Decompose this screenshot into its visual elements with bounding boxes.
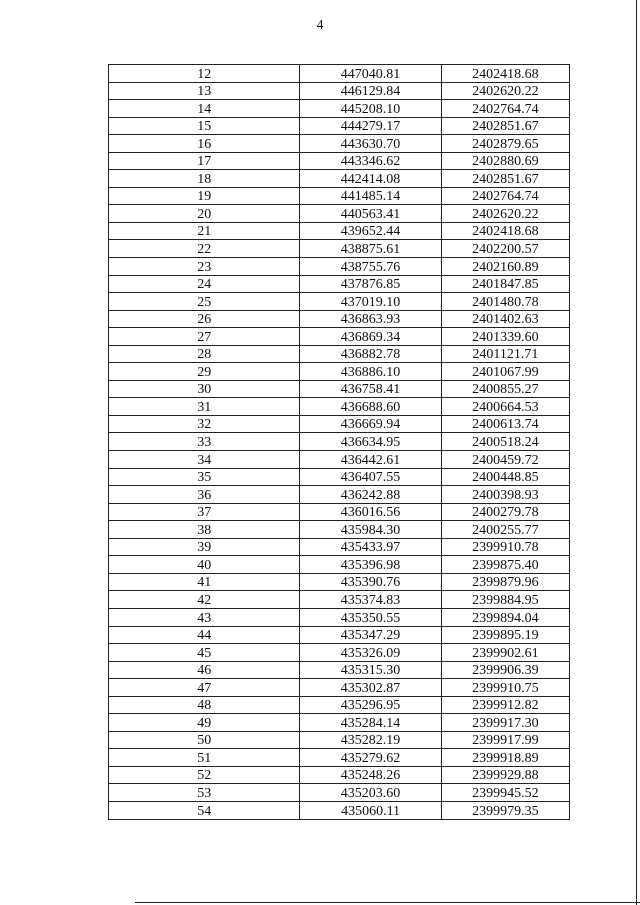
x-coordinate-cell: 436869.34 xyxy=(300,328,441,346)
y-coordinate-cell: 2402879.65 xyxy=(441,135,569,153)
point-number-cell: 39 xyxy=(109,538,300,556)
point-number-cell: 13 xyxy=(109,82,300,100)
point-number-cell: 30 xyxy=(109,380,300,398)
x-coordinate-cell: 444279.17 xyxy=(300,117,441,135)
x-coordinate-cell: 436407.55 xyxy=(300,468,441,486)
page-number: 4 xyxy=(316,18,324,33)
point-number-cell: 32 xyxy=(109,415,300,433)
point-number-cell: 51 xyxy=(109,749,300,767)
y-coordinate-cell: 2399902.61 xyxy=(441,644,569,662)
y-coordinate-cell: 2399884.95 xyxy=(441,591,569,609)
y-coordinate-cell: 2400664.53 xyxy=(441,398,569,416)
table-row xyxy=(109,380,570,398)
x-coordinate-cell: 438755.76 xyxy=(300,258,441,276)
scan-edge-right xyxy=(636,0,637,905)
point-number-cell: 54 xyxy=(109,801,300,819)
y-coordinate-cell: 2400398.93 xyxy=(441,486,569,504)
y-coordinate-cell: 2399929.88 xyxy=(441,766,569,784)
point-number-cell: 38 xyxy=(109,521,300,539)
y-coordinate-cell: 2401339.60 xyxy=(441,328,569,346)
table-row xyxy=(109,187,570,205)
scan-edge-bottom xyxy=(135,902,640,903)
y-coordinate-cell: 2402620.22 xyxy=(441,205,569,223)
table-row xyxy=(109,65,570,83)
y-coordinate-cell: 2401847.85 xyxy=(441,275,569,293)
table-row xyxy=(109,749,570,767)
point-number-cell: 46 xyxy=(109,661,300,679)
x-coordinate-cell: 445208.10 xyxy=(300,100,441,118)
table-row xyxy=(109,591,570,609)
table-row xyxy=(109,433,570,451)
point-number-cell: 23 xyxy=(109,258,300,276)
x-coordinate-cell: 435296.95 xyxy=(300,696,441,714)
point-number-cell: 17 xyxy=(109,152,300,170)
x-coordinate-cell: 435248.26 xyxy=(300,766,441,784)
x-coordinate-cell: 435284.14 xyxy=(300,714,441,732)
point-number-cell: 43 xyxy=(109,608,300,626)
table-body xyxy=(109,65,570,820)
coordinates-table xyxy=(108,64,570,820)
x-coordinate-cell: 436016.56 xyxy=(300,503,441,521)
y-coordinate-cell: 2399917.99 xyxy=(441,731,569,749)
y-coordinate-cell: 2402764.74 xyxy=(441,100,569,118)
y-coordinate-cell: 2400255.77 xyxy=(441,521,569,539)
x-coordinate-cell: 435326.09 xyxy=(300,644,441,662)
table-row xyxy=(109,345,570,363)
point-number-cell: 44 xyxy=(109,626,300,644)
x-coordinate-cell: 442414.08 xyxy=(300,170,441,188)
y-coordinate-cell: 2402160.89 xyxy=(441,258,569,276)
point-number-cell: 19 xyxy=(109,187,300,205)
y-coordinate-cell: 2401067.99 xyxy=(441,363,569,381)
table-row xyxy=(109,714,570,732)
x-coordinate-cell: 441485.14 xyxy=(300,187,441,205)
point-number-cell: 18 xyxy=(109,170,300,188)
y-coordinate-cell: 2402200.57 xyxy=(441,240,569,258)
y-coordinate-cell: 2399895.19 xyxy=(441,626,569,644)
table-row xyxy=(109,556,570,574)
x-coordinate-cell: 435315.30 xyxy=(300,661,441,679)
point-number-cell: 49 xyxy=(109,714,300,732)
table-row xyxy=(109,521,570,539)
y-coordinate-cell: 2401402.63 xyxy=(441,310,569,328)
point-number-cell: 48 xyxy=(109,696,300,714)
point-number-cell: 27 xyxy=(109,328,300,346)
table-row xyxy=(109,100,570,118)
table-row xyxy=(109,608,570,626)
table-row xyxy=(109,626,570,644)
y-coordinate-cell: 2399912.82 xyxy=(441,696,569,714)
x-coordinate-cell: 435374.83 xyxy=(300,591,441,609)
x-coordinate-cell: 435060.11 xyxy=(300,801,441,819)
y-coordinate-cell: 2399910.78 xyxy=(441,538,569,556)
y-coordinate-cell: 2400279.78 xyxy=(441,503,569,521)
table-row xyxy=(109,170,570,188)
x-coordinate-cell: 435302.87 xyxy=(300,679,441,697)
table-row xyxy=(109,503,570,521)
x-coordinate-cell: 435390.76 xyxy=(300,573,441,591)
x-coordinate-cell: 435279.62 xyxy=(300,749,441,767)
x-coordinate-cell: 446129.84 xyxy=(300,82,441,100)
table-row xyxy=(109,766,570,784)
y-coordinate-cell: 2399906.39 xyxy=(441,661,569,679)
point-number-cell: 35 xyxy=(109,468,300,486)
table-row xyxy=(109,363,570,381)
x-coordinate-cell: 438875.61 xyxy=(300,240,441,258)
x-coordinate-cell: 437019.10 xyxy=(300,293,441,311)
table-row xyxy=(109,135,570,153)
y-coordinate-cell: 2399918.89 xyxy=(441,749,569,767)
y-coordinate-cell: 2400459.72 xyxy=(441,451,569,469)
y-coordinate-cell: 2402418.68 xyxy=(441,222,569,240)
x-coordinate-cell: 447040.81 xyxy=(300,65,441,83)
y-coordinate-cell: 2399917.30 xyxy=(441,714,569,732)
table-row xyxy=(109,486,570,504)
table-row xyxy=(109,258,570,276)
x-coordinate-cell: 436758.41 xyxy=(300,380,441,398)
x-coordinate-cell: 437876.85 xyxy=(300,275,441,293)
point-number-cell: 47 xyxy=(109,679,300,697)
table-row xyxy=(109,82,570,100)
y-coordinate-cell: 2399945.52 xyxy=(441,784,569,802)
point-number-cell: 14 xyxy=(109,100,300,118)
point-number-cell: 16 xyxy=(109,135,300,153)
point-number-cell: 40 xyxy=(109,556,300,574)
table-row xyxy=(109,117,570,135)
table-row xyxy=(109,240,570,258)
point-number-cell: 26 xyxy=(109,310,300,328)
table-row xyxy=(109,152,570,170)
point-number-cell: 36 xyxy=(109,486,300,504)
y-coordinate-cell: 2402851.67 xyxy=(441,117,569,135)
x-coordinate-cell: 436634.95 xyxy=(300,433,441,451)
y-coordinate-cell: 2399979.35 xyxy=(441,801,569,819)
y-coordinate-cell: 2399879.96 xyxy=(441,573,569,591)
table-row xyxy=(109,731,570,749)
table-row xyxy=(109,644,570,662)
point-number-cell: 37 xyxy=(109,503,300,521)
y-coordinate-cell: 2400613.74 xyxy=(441,415,569,433)
y-coordinate-cell: 2401480.78 xyxy=(441,293,569,311)
table-row xyxy=(109,679,570,697)
x-coordinate-cell: 435282.19 xyxy=(300,731,441,749)
table-row xyxy=(109,205,570,223)
point-number-cell: 45 xyxy=(109,644,300,662)
y-coordinate-cell: 2402764.74 xyxy=(441,187,569,205)
x-coordinate-cell: 435433.97 xyxy=(300,538,441,556)
table-row xyxy=(109,398,570,416)
x-coordinate-cell: 435203.60 xyxy=(300,784,441,802)
x-coordinate-cell: 443346.62 xyxy=(300,152,441,170)
table-row xyxy=(109,275,570,293)
table-row xyxy=(109,222,570,240)
table-row xyxy=(109,451,570,469)
y-coordinate-cell: 2402880.69 xyxy=(441,152,569,170)
table-row xyxy=(109,801,570,819)
y-coordinate-cell: 2399894.04 xyxy=(441,608,569,626)
point-number-cell: 41 xyxy=(109,573,300,591)
point-number-cell: 21 xyxy=(109,222,300,240)
point-number-cell: 20 xyxy=(109,205,300,223)
y-coordinate-cell: 2402851.67 xyxy=(441,170,569,188)
table-row xyxy=(109,573,570,591)
point-number-cell: 24 xyxy=(109,275,300,293)
x-coordinate-cell: 440563.41 xyxy=(300,205,441,223)
table-row xyxy=(109,784,570,802)
x-coordinate-cell: 436442.61 xyxy=(300,451,441,469)
table-row xyxy=(109,538,570,556)
table-row xyxy=(109,696,570,714)
y-coordinate-cell: 2401121.71 xyxy=(441,345,569,363)
table-row xyxy=(109,293,570,311)
y-coordinate-cell: 2402620.22 xyxy=(441,82,569,100)
point-number-cell: 22 xyxy=(109,240,300,258)
point-number-cell: 42 xyxy=(109,591,300,609)
y-coordinate-cell: 2400855.27 xyxy=(441,380,569,398)
point-number-cell: 25 xyxy=(109,293,300,311)
x-coordinate-cell: 436688.60 xyxy=(300,398,441,416)
point-number-cell: 52 xyxy=(109,766,300,784)
x-coordinate-cell: 443630.70 xyxy=(300,135,441,153)
x-coordinate-cell: 439652.44 xyxy=(300,222,441,240)
point-number-cell: 34 xyxy=(109,451,300,469)
y-coordinate-cell: 2399910.75 xyxy=(441,679,569,697)
point-number-cell: 33 xyxy=(109,433,300,451)
x-coordinate-cell: 436886.10 xyxy=(300,363,441,381)
x-coordinate-cell: 436669.94 xyxy=(300,415,441,433)
y-coordinate-cell: 2400448.85 xyxy=(441,468,569,486)
x-coordinate-cell: 436882.78 xyxy=(300,345,441,363)
x-coordinate-cell: 435347.29 xyxy=(300,626,441,644)
point-number-cell: 53 xyxy=(109,784,300,802)
x-coordinate-cell: 435984.30 xyxy=(300,521,441,539)
table-row xyxy=(109,415,570,433)
y-coordinate-cell: 2402418.68 xyxy=(441,65,569,83)
point-number-cell: 12 xyxy=(109,65,300,83)
table-row xyxy=(109,310,570,328)
y-coordinate-cell: 2400518.24 xyxy=(441,433,569,451)
table-row xyxy=(109,468,570,486)
point-number-cell: 28 xyxy=(109,345,300,363)
x-coordinate-cell: 436863.93 xyxy=(300,310,441,328)
point-number-cell: 29 xyxy=(109,363,300,381)
table-row xyxy=(109,661,570,679)
point-number-cell: 31 xyxy=(109,398,300,416)
point-number-cell: 15 xyxy=(109,117,300,135)
point-number-cell: 50 xyxy=(109,731,300,749)
y-coordinate-cell: 2399875.40 xyxy=(441,556,569,574)
x-coordinate-cell: 435396.98 xyxy=(300,556,441,574)
x-coordinate-cell: 436242.88 xyxy=(300,486,441,504)
table-row xyxy=(109,328,570,346)
x-coordinate-cell: 435350.55 xyxy=(300,608,441,626)
